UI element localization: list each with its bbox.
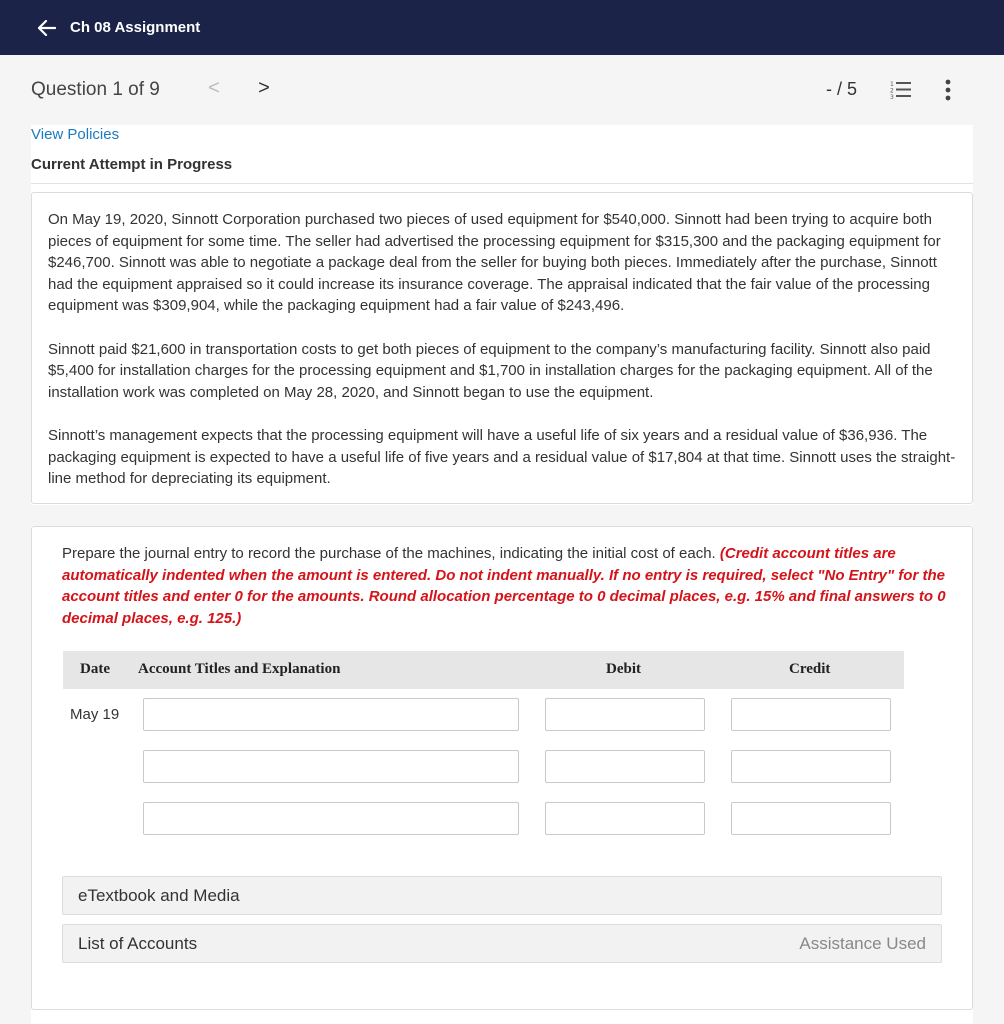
question-prompt (62, 543, 952, 629)
story-paragraph: Sinnott paid $21,600 in transportation costs to get both pieces of equipment to the company’s manufacturing facility. Sinnott also paid $5,400 for installation charges for the processing equipment and $1,700 in installation charges for the packaging equipment. All of the installation work was completed on May 28, 2020, and Sinnott began to use the equipment. (48, 340, 933, 401)
section-gap (31, 505, 973, 526)
more-vertical-icon[interactable] (938, 78, 958, 102)
account-title-input[interactable] (143, 750, 519, 783)
story-paragraph: Sinnott’s management expects that the processing equipment will have a useful life of six years and a residual value of $36,936. The packaging equipment is expected to have a useful life of five years and a residual value of $17,804 at that time. Sinnott uses the straight-line method for depreciating its equipment. (48, 426, 956, 488)
col-credit: Credit (789, 661, 831, 677)
credit-input[interactable] (731, 750, 891, 783)
attempt-status: Current Attempt in Progress (31, 156, 233, 173)
arrow-left-icon[interactable] (36, 17, 58, 39)
credit-input[interactable] (731, 698, 891, 731)
account-title-input[interactable] (143, 698, 519, 731)
top-bar (0, 0, 1004, 55)
col-debit: Debit (606, 661, 641, 677)
numbered-list-icon[interactable] (890, 80, 912, 100)
question-bar (0, 55, 1004, 125)
divider (31, 183, 973, 184)
previous-question-button[interactable]: < (208, 77, 220, 99)
debit-input[interactable] (545, 750, 705, 783)
debit-input[interactable] (545, 802, 705, 835)
problem-statement (31, 192, 973, 504)
view-policies-link[interactable]: View Policies (31, 126, 120, 143)
svg-text:1: 1 (890, 81, 894, 88)
account-title-input[interactable] (143, 802, 519, 835)
svg-text:2: 2 (890, 87, 894, 95)
question-counter: Question 1 of 9 (31, 79, 160, 100)
etextbook-label: eTextbook and Media (78, 886, 240, 905)
prompt-instructions: (Credit account titles are automatically indented when the amount is entered. Do not indent manually. If no entry is required, select "No Entry" for the account titles and enter 0 for the amounts. Round allocation percentage to 0 decimal places, e.g. 15% and final answers to 0 decimal places, e.g. 125.) (62, 545, 946, 627)
list-of-accounts-button[interactable] (62, 924, 942, 963)
next-question-button[interactable]: > (258, 77, 270, 99)
svg-text:3: 3 (890, 94, 894, 100)
assistance-used-label: Assistance Used (799, 934, 926, 953)
etextbook-media-button[interactable] (62, 876, 942, 915)
journal-date: May 19 (70, 706, 120, 723)
col-account: Account Titles and Explanation (138, 661, 341, 677)
assignment-title: Ch 08 Assignment (70, 19, 201, 36)
debit-input[interactable] (545, 698, 705, 731)
question-part (31, 526, 973, 1010)
col-date: Date (80, 661, 110, 677)
prompt-text: Prepare the journal entry to record the purchase of the machines, indicating the initial cost of each. (62, 545, 716, 562)
journal-table-header (63, 651, 904, 689)
credit-input[interactable] (731, 802, 891, 835)
story-paragraph: On May 19, 2020, Sinnott Corporation purchased two pieces of used equipment for $540,000. Sinnott had been trying to acquire both pieces of equipment for some time. The seller had advertised the processing equipment for $315,300 and the packaging equipment for $246,700. Sinnott was able to negotiate a package deal from the seller for buying both pieces. Immediately after the purchase, Sinnott had the equipment appraised so it could increase its insurance coverage. The appraisal indicated that the fair value of the processing equipment was $309,904, while the packaging equipment had a fair value of $243,496. (48, 211, 941, 315)
list-of-accounts-label: List of Accounts (78, 934, 198, 953)
question-score: - / 5 (826, 79, 858, 99)
